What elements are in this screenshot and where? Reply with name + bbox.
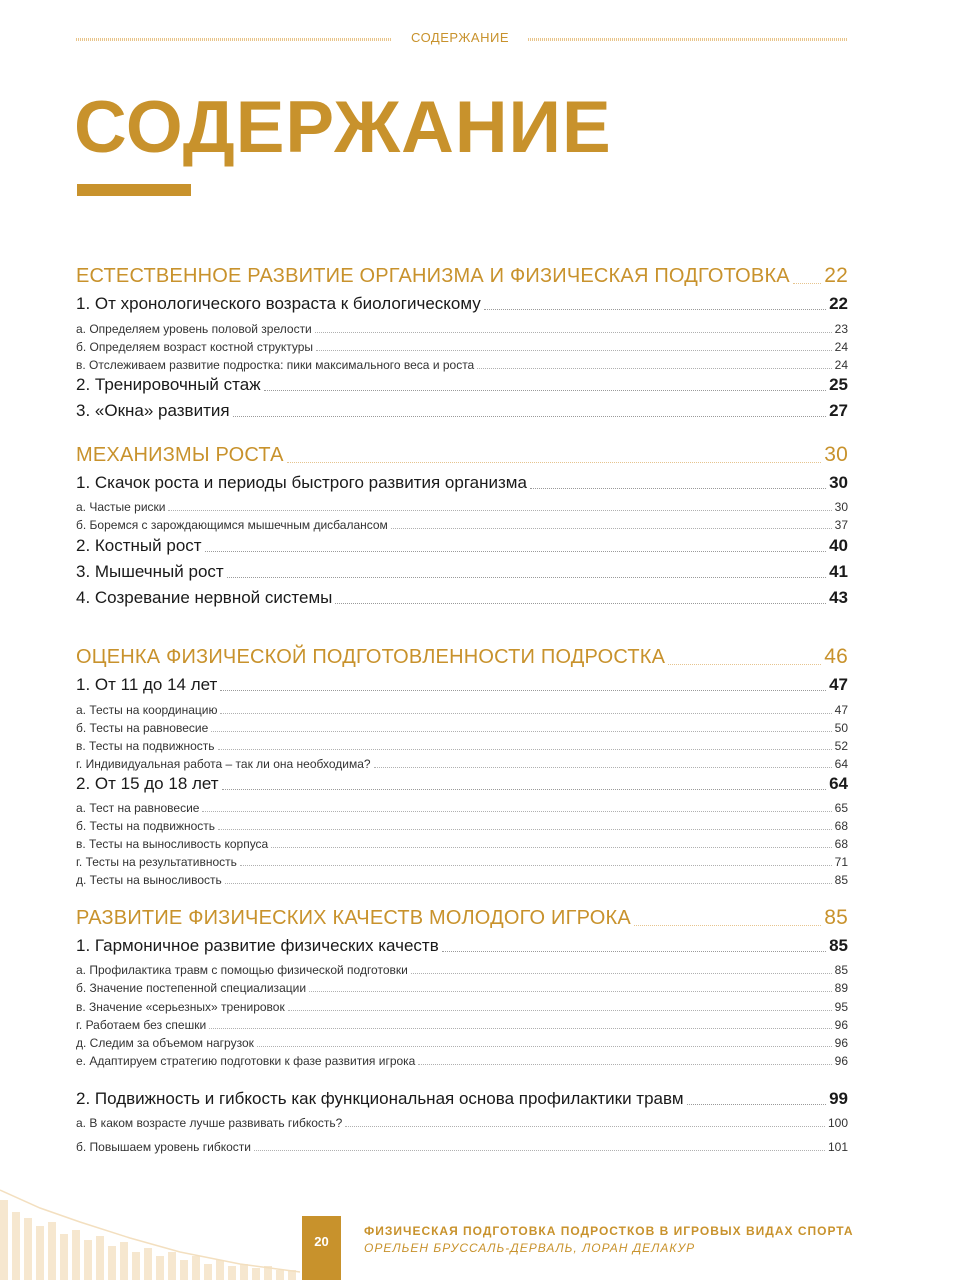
toc-page-number: 96: [834, 1054, 848, 1068]
toc-page-number: 30: [829, 473, 848, 492]
toc-chapter-title: 2. Тренировочный стаж: [76, 375, 261, 394]
toc-page-number: 30: [824, 443, 848, 466]
leader-dots: [222, 789, 826, 790]
toc-subitem[interactable]: [76, 999, 848, 1014]
toc-section-title: ЕСТЕСТВЕННОЕ РАЗВИТИЕ ОРГАНИЗМА И ФИЗИЧЕСКАЯ ПОДГОТОВКА: [76, 265, 790, 287]
toc-subitem-title: а. Определяем уровень половой зрелости: [76, 322, 312, 336]
leader-dots: [687, 1104, 827, 1105]
toc-subitem[interactable]: [76, 854, 848, 869]
toc-chapter-title: 1. Гармоничное развитие физических качеств: [76, 936, 439, 955]
leader-dots: [240, 865, 832, 866]
toc-section-title: ОЦЕНКА ФИЗИЧЕСКОЙ ПОДГОТОВЛЕННОСТИ ПОДРОСТКА: [76, 646, 666, 668]
toc-chapter-title: 3. «Окна» развития: [76, 401, 230, 420]
toc-page-number: 23: [834, 322, 848, 336]
footer-book-title: ФИЗИЧЕСКАЯ ПОДГОТОВКА ПОДРОСТКОВ В ИГРОВЫХ ВИДАХ СПОРТА: [364, 1224, 854, 1238]
toc-subitem-title: в. Отслеживаем развитие подростка: пики максимального веса и роста: [76, 358, 475, 372]
toc-subitem-title: б. Повышаем уровень гибкости: [76, 1140, 251, 1154]
leader-dots: [288, 1010, 832, 1011]
toc-subitem[interactable]: [76, 339, 848, 354]
leader-dots: [418, 1064, 831, 1065]
toc-subitem-title: а. Тест на равновесие: [76, 801, 200, 815]
toc-chapter-title: 2. От 15 до 18 лет: [76, 774, 219, 793]
toc-page-number: 85: [834, 963, 848, 977]
toc-subitem-title: а. Тесты на координацию: [76, 703, 218, 717]
toc-subitem-title: г. Тесты на результативность: [76, 855, 237, 869]
leader-dots: [218, 749, 832, 750]
toc-page-number: 96: [834, 1018, 848, 1032]
toc-chapter-title: 3. Мышечный рост: [76, 562, 224, 581]
toc-page-number: 85: [829, 936, 848, 955]
leader-dots: [257, 1046, 832, 1047]
toc-page-number: 47: [829, 675, 848, 694]
toc-page-number: 40: [829, 536, 848, 555]
toc-chapter[interactable]: [76, 400, 848, 421]
toc-subitem-title: д. Следим за объемом нагрузок: [76, 1036, 254, 1050]
toc-page-number: 95: [834, 1000, 848, 1014]
page-title: СОДЕРЖАНИЕ: [74, 87, 612, 168]
toc-page-number: 37: [834, 518, 848, 532]
toc-subitem[interactable]: [76, 720, 848, 735]
toc-chapter[interactable]: [76, 674, 848, 695]
leader-dots: [634, 925, 821, 926]
toc-chapter[interactable]: [76, 535, 848, 556]
toc-subitem[interactable]: [76, 962, 848, 977]
leader-dots: [271, 847, 831, 848]
toc-page-number: 41: [829, 562, 848, 581]
toc-page-number: 64: [834, 757, 848, 771]
leader-dots: [668, 664, 821, 665]
toc-subitem-title: в. Тесты на подвижность: [76, 739, 215, 753]
leader-dots: [442, 951, 826, 952]
running-title: СОДЕРЖАНИЕ: [410, 30, 509, 45]
title-underline: [77, 184, 191, 196]
leader-dots: [309, 991, 832, 992]
leader-dots: [530, 488, 826, 489]
toc-subitem[interactable]: [76, 357, 848, 372]
leader-dots: [374, 767, 832, 768]
toc-subitem-title: б. Значение постепенной специализации: [76, 981, 307, 995]
leader-dots: [335, 603, 826, 604]
toc-chapter[interactable]: [76, 374, 848, 395]
leader-dots: [316, 350, 832, 351]
toc-chapter-title: 1. От хронологического возраста к биологическому: [76, 294, 481, 313]
leader-dots: [202, 811, 831, 812]
toc-page-number: 24: [834, 358, 848, 372]
leader-dots: [220, 713, 831, 714]
toc-chapter-title: 1. От 11 до 14 лет: [76, 675, 218, 694]
toc-chapter-title: 1. Скачок роста и периоды быстрого развития организма: [76, 473, 527, 492]
toc-page-number: 50: [834, 721, 848, 735]
toc-subitem[interactable]: [76, 980, 848, 995]
toc-subitem-title: а. Профилактика травм с помощью физической подготовки: [76, 963, 408, 977]
toc-chapter[interactable]: [76, 561, 848, 582]
toc-chapter-title: 4. Созревание нервной системы: [76, 588, 333, 607]
toc-subitem[interactable]: [76, 738, 848, 753]
toc-subitem[interactable]: [76, 1017, 848, 1032]
toc-chapter[interactable]: [76, 773, 848, 794]
leader-dots: [477, 368, 831, 369]
leader-dots: [205, 551, 827, 552]
page-number-box: [302, 1216, 341, 1280]
toc-page-number: 47: [834, 703, 848, 717]
toc-subitem[interactable]: [76, 499, 848, 514]
decorative-bar-graphic: [0, 1160, 320, 1280]
toc-page-number: 46: [824, 645, 848, 668]
toc-page-number: 52: [834, 739, 848, 753]
toc-section-title: РАЗВИТИЕ ФИЗИЧЕСКИХ КАЧЕСТВ МОЛОДОГО ИГРОКА: [76, 907, 631, 929]
toc-subitem-title: г. Индивидуальная работа – так ли она необходима?: [76, 757, 371, 771]
toc-subitem-title: в. Тесты на выносливость корпуса: [76, 837, 269, 851]
toc-chapter-title: 2. Костный рост: [76, 536, 202, 555]
leader-dots: [227, 577, 826, 578]
toc-subitem[interactable]: [76, 756, 848, 771]
footer-authors: ОРЕЛЬЕН БРУССАЛЬ-ДЕРВАЛЬ, ЛОРАН ДЕЛАКУР: [364, 1241, 696, 1255]
leader-dots: [209, 1028, 831, 1029]
toc-subitem[interactable]: [76, 321, 848, 336]
toc-section[interactable]: [76, 443, 848, 467]
toc-subitem-title: д. Тесты на выносливость: [76, 873, 222, 887]
toc-chapter-title: 2. Подвижность и гибкость как функциональная основа профилактики травм: [76, 1089, 684, 1108]
toc-page-number: 25: [829, 375, 848, 394]
toc-section-title: МЕХАНИЗМЫ РОСТА: [76, 444, 284, 466]
leader-dots: [220, 690, 826, 691]
toc-subitem-title: а. В каком возрасте лучше развивать гибкость?: [76, 1116, 343, 1130]
toc-chapter[interactable]: [76, 472, 848, 493]
toc-subitem-title: б. Тесты на подвижность: [76, 819, 216, 833]
leader-dots: [233, 416, 827, 417]
toc-page-number: 101: [827, 1140, 848, 1154]
toc-page-number: 43: [829, 588, 848, 607]
toc-subitem[interactable]: [76, 836, 848, 851]
toc-page-number: 96: [834, 1036, 848, 1050]
toc-subitem[interactable]: [76, 1035, 848, 1050]
toc-subitem-title: б. Тесты на равновесие: [76, 721, 209, 735]
toc-page-number: 24: [834, 340, 848, 354]
toc-subitem[interactable]: [76, 702, 848, 717]
toc-page-number: 68: [834, 837, 848, 851]
leader-dots: [254, 1150, 825, 1151]
toc-subitem-title: б. Определяем возраст костной структуры: [76, 340, 314, 354]
header-rule-left: [76, 38, 392, 41]
leader-dots: [315, 332, 832, 333]
page-number: 20: [314, 1234, 329, 1249]
toc-subitem[interactable]: [76, 1115, 848, 1130]
toc-subitem-title: е. Адаптируем стратегию подготовки к фазе развития игрока: [76, 1054, 416, 1068]
toc-chapter[interactable]: [76, 1088, 848, 1109]
toc-chapter[interactable]: [76, 293, 848, 314]
toc-page-number: 68: [834, 819, 848, 833]
toc-page-number: 22: [824, 264, 848, 287]
leader-dots: [391, 528, 832, 529]
toc-chapter[interactable]: [76, 935, 848, 956]
toc-page-number: 30: [834, 500, 848, 514]
toc-page-number: 100: [827, 1116, 848, 1130]
toc-subitem[interactable]: [76, 1053, 848, 1068]
toc-subitem[interactable]: [76, 800, 848, 815]
toc-subitem-title: в. Значение «серьезных» тренировок: [76, 1000, 285, 1014]
toc-section[interactable]: [76, 906, 848, 930]
leader-dots: [225, 883, 832, 884]
toc-page-number: 64: [829, 774, 848, 793]
toc-page-number: 22: [829, 294, 848, 313]
leader-dots: [218, 829, 832, 830]
toc-subitem[interactable]: [76, 872, 848, 887]
toc-section[interactable]: [76, 645, 848, 669]
leader-dots: [411, 973, 832, 974]
leader-dots: [211, 731, 831, 732]
toc-page-number: 71: [834, 855, 848, 869]
toc-section[interactable]: [76, 264, 848, 288]
leader-dots: [793, 283, 821, 284]
toc-page-number: 27: [829, 401, 848, 420]
header-rule-right: [528, 38, 848, 41]
toc-page-number: 85: [824, 906, 848, 929]
leader-dots: [287, 462, 822, 463]
running-header: [76, 30, 848, 48]
toc-subitem[interactable]: [76, 517, 848, 532]
toc-subitem-title: а. Частые риски: [76, 500, 166, 514]
leader-dots: [345, 1126, 825, 1127]
toc-page-number: 89: [834, 981, 848, 995]
leader-dots: [168, 510, 831, 511]
leader-dots: [484, 309, 826, 310]
toc-page-number: 65: [834, 801, 848, 815]
toc-subitem[interactable]: [76, 1139, 848, 1154]
toc-page-number: 85: [834, 873, 848, 887]
toc-subitem-title: г. Работаем без спешки: [76, 1018, 207, 1032]
toc-chapter[interactable]: [76, 587, 848, 608]
toc-page-number: 99: [829, 1089, 848, 1108]
toc-subitem[interactable]: [76, 818, 848, 833]
leader-dots: [264, 390, 827, 391]
toc-subitem-title: б. Боремся с зарождающимся мышечным дисбалансом: [76, 518, 388, 532]
